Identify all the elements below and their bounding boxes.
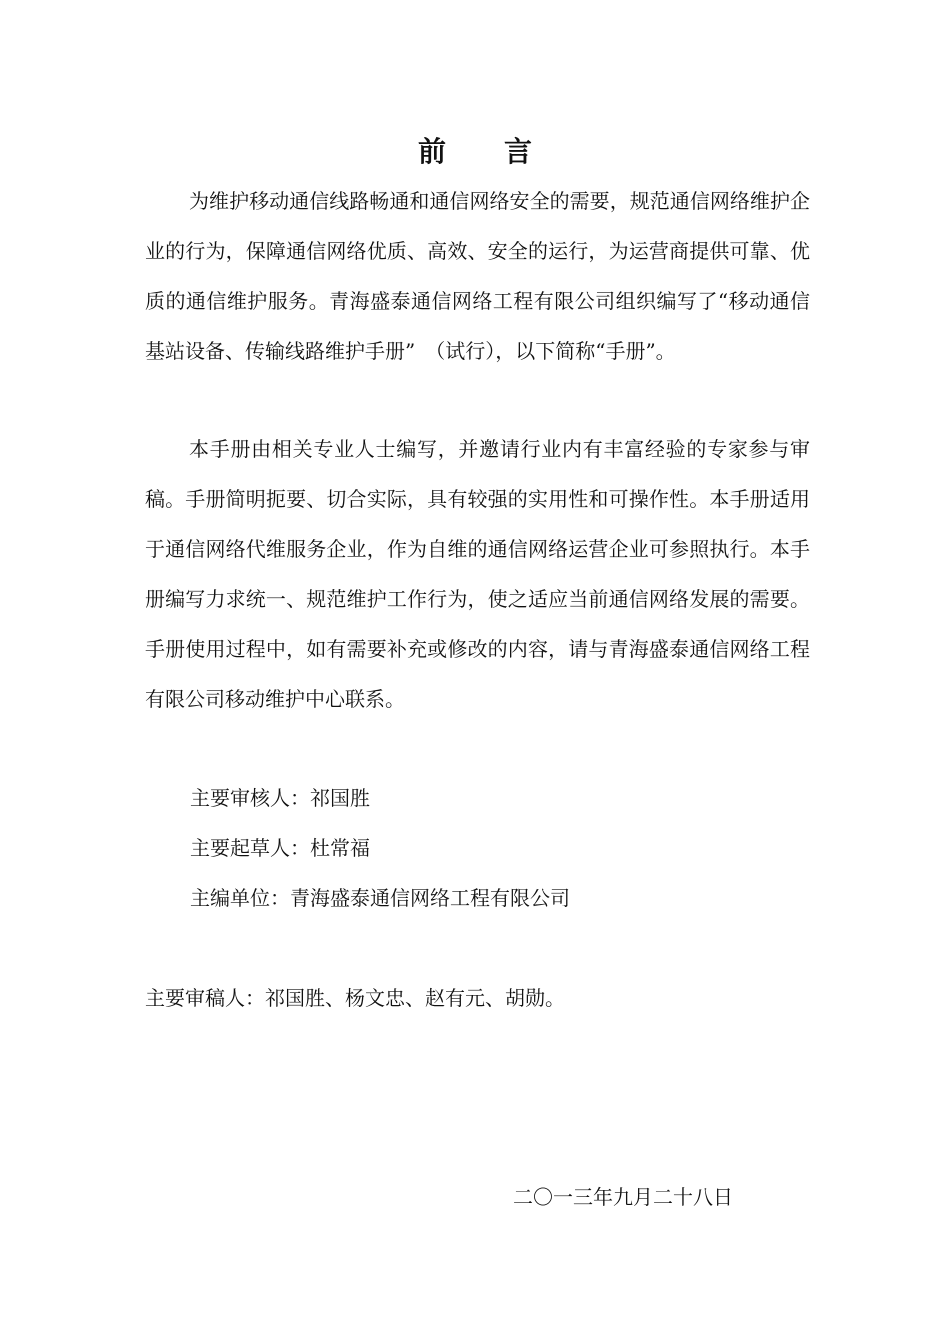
preface-paragraph-1: 为维护移动通信线路畅通和通信网络安全的需要，规范通信网络维护企业的行为，保障通信网络优质、高效、安全的运行，为运营商提供可靠、优质的通信维护服务。青海盛泰通信网络工程有限公司组织编写了“移动通信基站设备、传输线路维护手册” （试行），以下简称“手册”。 [145, 189, 810, 363]
page-title: 前言 [417, 135, 590, 168]
manuscript-reviewers-line: 主要审稿人：祁国胜、杨文忠、赵有元、胡勋。 [145, 986, 565, 1010]
chief-drafter-line: 主要起草人：杜常福 [190, 836, 370, 860]
preface-paragraph-2: 本手册由相关专业人士编写，并邀请行业内有丰富经验的专家参与审稿。手册简明扼要、切合实际，具有较强的实用性和可操作性。本手册适用于通信网络代维服务企业，作为自维的通信网络运营企业可参照执行。本手册编写力求统一、规范维护工作行为，使之适应当前通信网络发展的需要。手册使用过程中，如有需要补充或修改的内容，请与青海盛泰通信网络工程有限公司移动维护中心联系。 [145, 437, 810, 711]
editor-unit-line: 主编单位：青海盛泰通信网络工程有限公司 [190, 886, 570, 910]
chief-reviewer-line: 主要审核人：祁国胜 [190, 786, 370, 810]
document-date: 二〇一三年九月二十八日 [513, 1185, 733, 1209]
